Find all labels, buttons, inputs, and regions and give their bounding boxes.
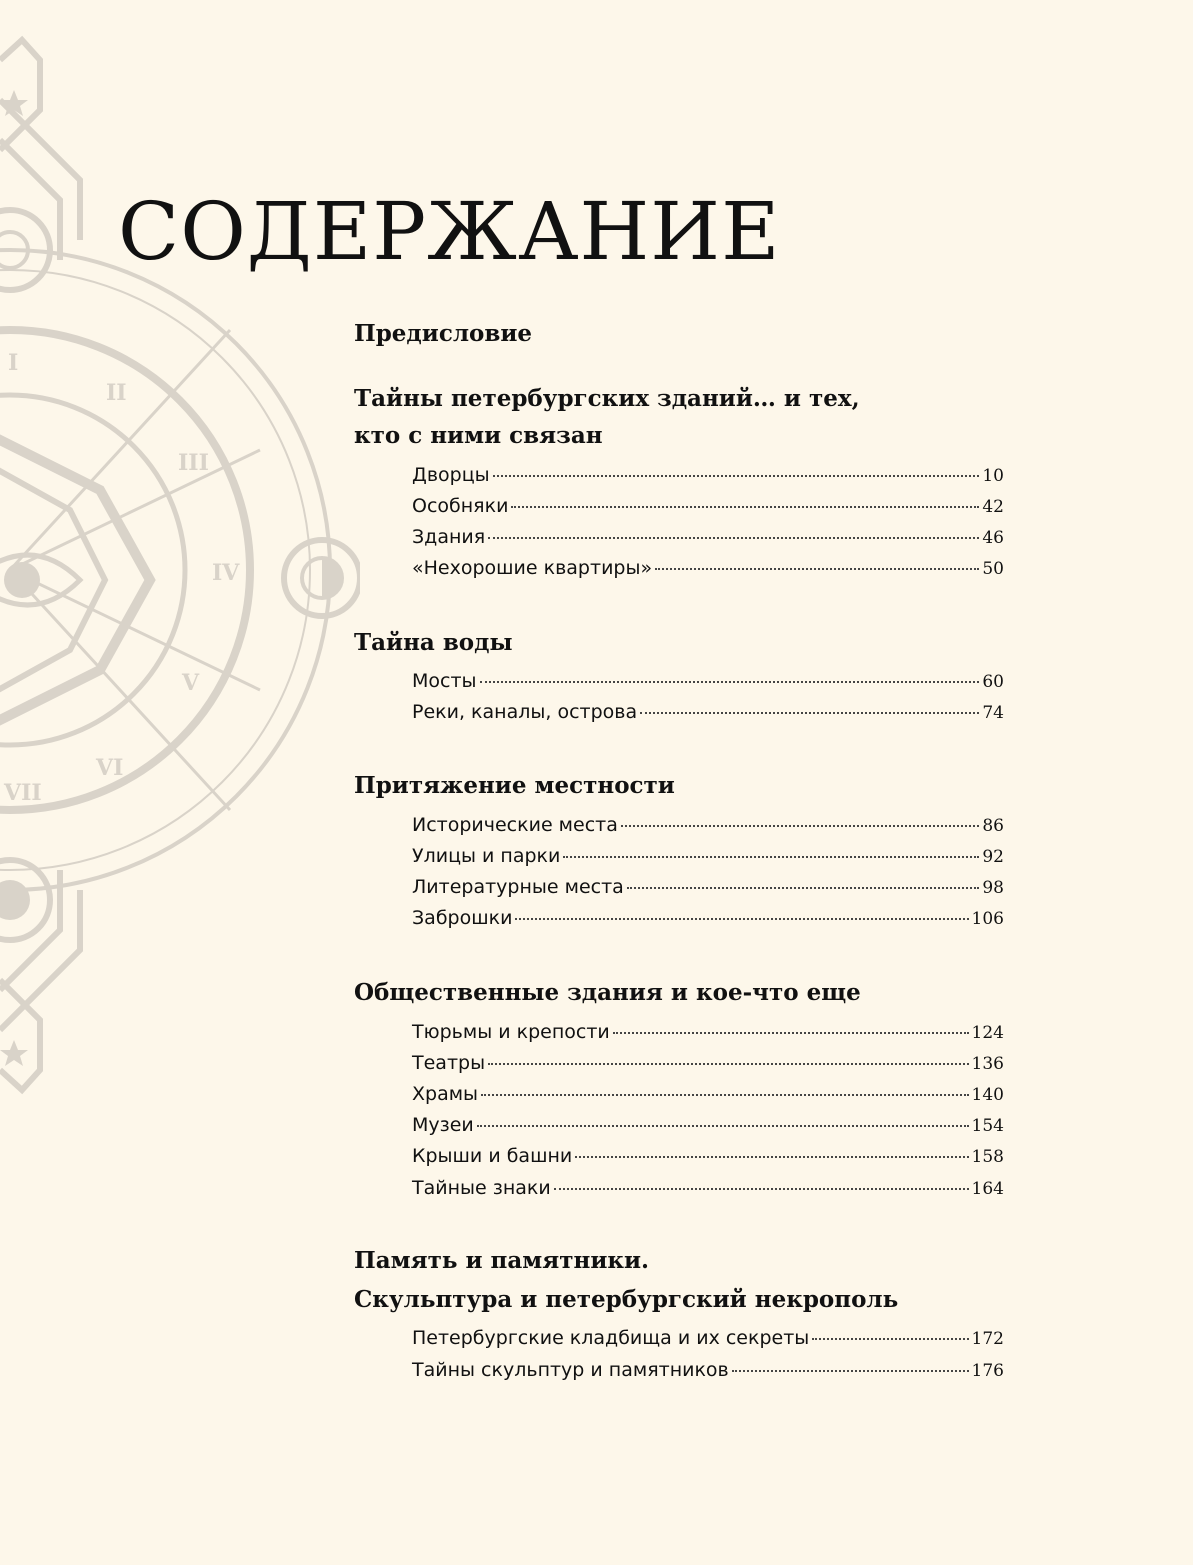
entry-label: Особняки xyxy=(412,495,509,517)
toc-entry[interactable] xyxy=(412,524,1004,551)
section-title[interactable]: Тайна воды xyxy=(354,629,513,656)
entry-page-number: 10 xyxy=(982,466,1004,486)
ornament-numeral: I xyxy=(8,350,19,376)
ornament-numeral: V xyxy=(182,670,200,696)
dot-leader xyxy=(480,681,980,683)
entry-page-number: 74 xyxy=(982,703,1004,723)
ornament-numeral: IV xyxy=(212,560,240,586)
entry-page-number: 92 xyxy=(982,847,1004,867)
toc-entry[interactable] xyxy=(412,1112,1004,1139)
entry-label: Тайные знаки xyxy=(412,1177,551,1199)
entry-page-number: 86 xyxy=(982,816,1004,836)
dot-leader xyxy=(488,1063,968,1065)
entry-label: Петербургские кладбища и их секреты xyxy=(412,1327,810,1349)
dot-leader xyxy=(640,712,979,714)
entry-page-number: 154 xyxy=(971,1116,1004,1136)
entry-page-number: 136 xyxy=(971,1054,1004,1074)
entry-page-number: 124 xyxy=(971,1023,1004,1043)
section-title[interactable]: Предисловие xyxy=(354,320,533,347)
toc-entry[interactable] xyxy=(412,1175,1004,1202)
dot-leader xyxy=(812,1338,968,1340)
entry-label: Крыши и башни xyxy=(412,1145,573,1167)
toc-entry[interactable] xyxy=(412,1357,1004,1384)
entry-label: Тюрьмы и крепости xyxy=(412,1021,610,1043)
entry-page-number: 176 xyxy=(971,1361,1004,1381)
star-icon xyxy=(0,1040,28,1066)
toc-entry[interactable] xyxy=(412,1081,1004,1108)
section-title[interactable]: Тайны петербургских зданий… и тех, xyxy=(354,385,860,412)
dot-leader xyxy=(732,1370,969,1372)
entry-page-number: 60 xyxy=(982,672,1004,692)
dot-leader xyxy=(575,1156,968,1158)
ornament-numeral: III xyxy=(178,450,209,476)
toc-entry[interactable] xyxy=(412,555,1004,582)
entry-label: Улицы и парки xyxy=(412,845,561,867)
toc-entry[interactable] xyxy=(412,1050,1004,1077)
entry-label: Дворцы xyxy=(412,464,490,486)
toc-entry[interactable] xyxy=(412,1019,1004,1046)
entry-page-number: 50 xyxy=(982,559,1004,579)
dot-leader xyxy=(627,887,980,889)
entry-page-number: 164 xyxy=(971,1179,1004,1199)
toc-entry[interactable] xyxy=(412,812,1004,839)
section-title[interactable]: кто с ними связан xyxy=(354,422,603,449)
toc-entry[interactable] xyxy=(412,843,1004,870)
entry-page-number: 158 xyxy=(971,1147,1004,1167)
toc-entry[interactable] xyxy=(412,905,1004,932)
entry-label: Исторические места xyxy=(412,814,618,836)
dot-leader xyxy=(515,918,968,920)
dot-leader xyxy=(477,1125,969,1127)
entry-page-number: 46 xyxy=(982,528,1004,548)
toc-entry[interactable] xyxy=(412,1325,1004,1352)
entry-label: Заброшки xyxy=(412,907,513,929)
entry-label: Здания xyxy=(412,526,486,548)
page-title: СОДЕРЖАНИЕ xyxy=(118,185,781,278)
dot-leader xyxy=(511,506,979,508)
dot-leader xyxy=(488,537,979,539)
section-title[interactable]: Общественные здания и кое-что еще xyxy=(354,979,861,1006)
toc-entry[interactable] xyxy=(412,668,1004,695)
section-title[interactable]: Притяжение местности xyxy=(354,772,675,799)
dot-leader xyxy=(621,825,980,827)
section-title[interactable]: Память и памятники. xyxy=(354,1247,650,1274)
entry-page-number: 42 xyxy=(982,497,1004,517)
entry-label: Тайны скульптур и памятников xyxy=(412,1359,729,1381)
dot-leader xyxy=(563,856,979,858)
entry-label: Литературные места xyxy=(412,876,624,898)
ornament-numeral: II xyxy=(106,380,127,406)
entry-label: Храмы xyxy=(412,1083,479,1105)
dot-leader xyxy=(613,1032,969,1034)
entry-page-number: 106 xyxy=(971,909,1004,929)
entry-page-number: 172 xyxy=(971,1329,1004,1349)
toc-entry[interactable] xyxy=(412,462,1004,489)
entry-page-number: 98 xyxy=(982,878,1004,898)
toc-entry[interactable] xyxy=(412,1143,1004,1170)
ornament-numeral: VII xyxy=(4,780,42,806)
dot-leader xyxy=(554,1188,969,1190)
dot-leader xyxy=(493,475,980,477)
entry-page-number: 140 xyxy=(971,1085,1004,1105)
section-title[interactable]: Скульптура и петербургский некрополь xyxy=(354,1286,899,1313)
entry-label: Реки, каналы, острова xyxy=(412,701,638,723)
entry-label: Театры xyxy=(412,1052,486,1074)
decorative-ornament xyxy=(0,0,360,1120)
toc-entry[interactable] xyxy=(412,699,1004,726)
ornament-numeral: VI xyxy=(96,755,124,781)
toc-entry[interactable] xyxy=(412,493,1004,520)
entry-label: Музеи xyxy=(412,1114,474,1136)
entry-label: Мосты xyxy=(412,670,477,692)
toc-entry[interactable] xyxy=(412,874,1004,901)
dot-leader xyxy=(481,1094,968,1096)
dot-leader xyxy=(655,568,979,570)
entry-label: «Нехорошие квартиры» xyxy=(412,557,653,579)
